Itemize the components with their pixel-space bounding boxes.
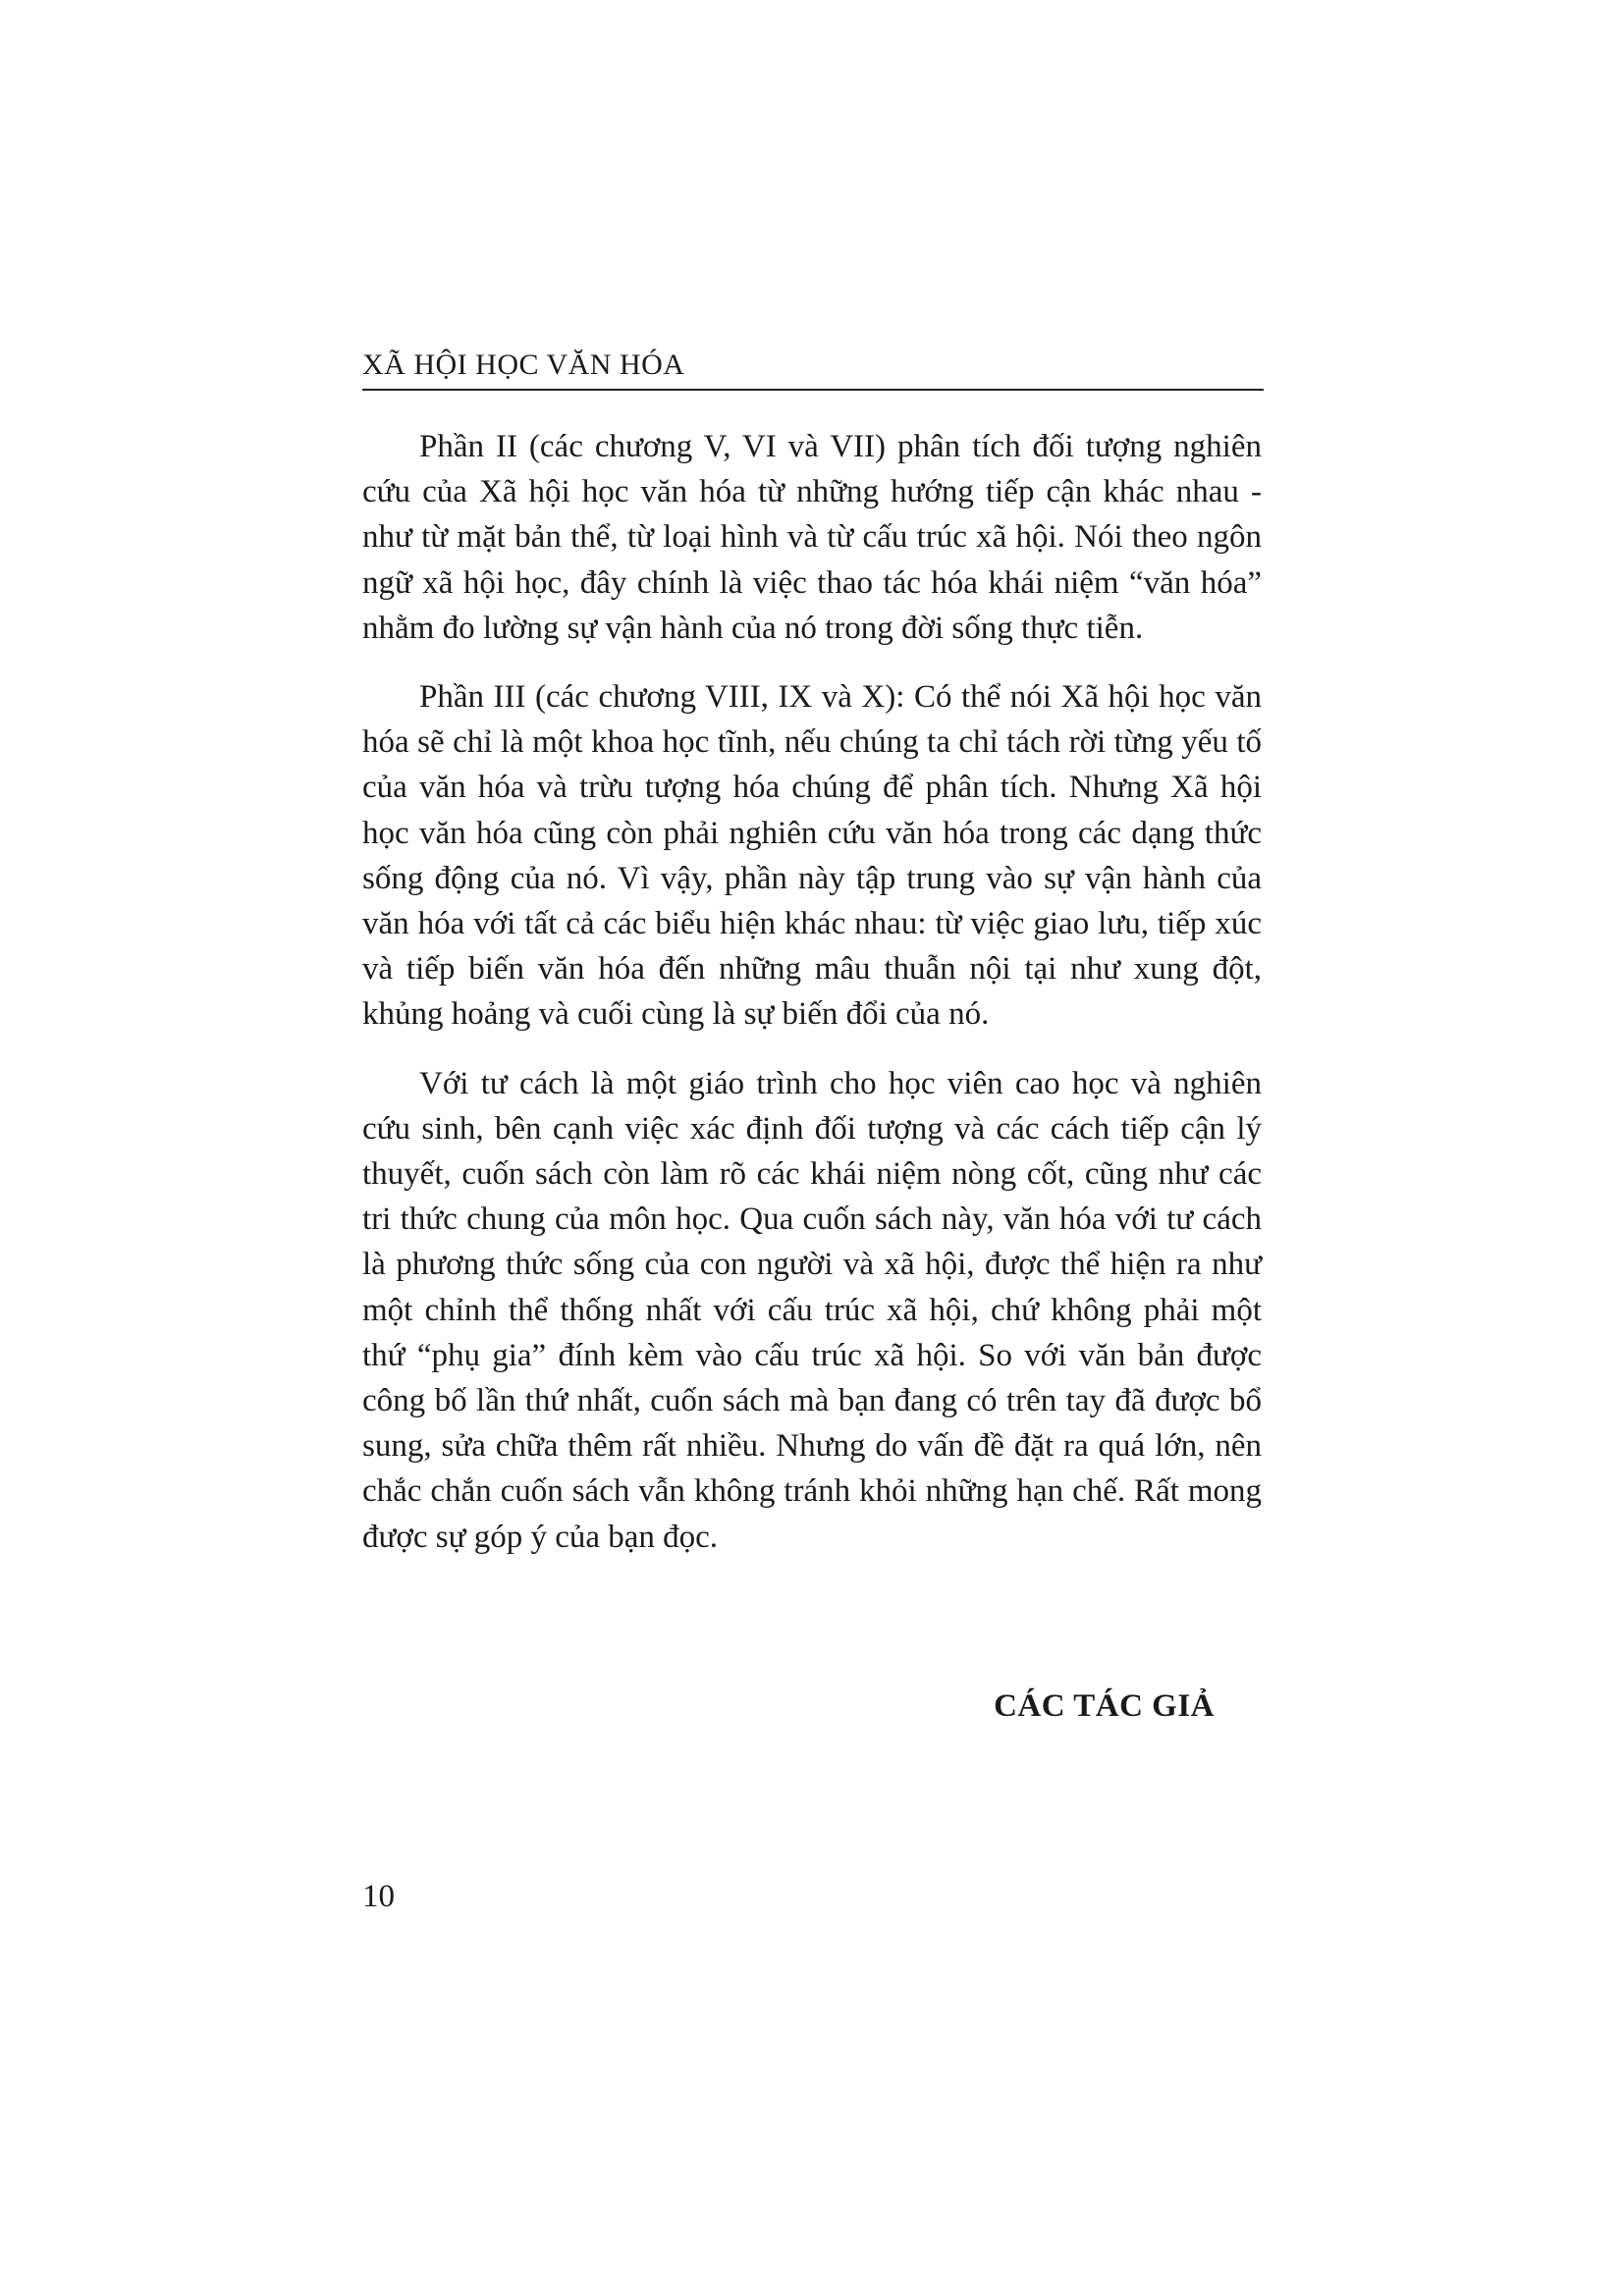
- paragraph-textbook-purpose: Với tư cách là một giáo trình cho học viên cao học và nghiên cứu sinh, bên cạnh việc xác định đối tượng và các cách tiếp cận lý thuyết, cuốn sách còn làm rõ các khái niệm nòng cốt, cũng như các tri thức chung của môn học. Qua cuốn sách này, văn hóa với tư cách là phương thức sống của con người và xã hội, được thể hiện ra như một chỉnh thể thống nhất với cấu trúc xã hội, chứ không phải một thứ “phụ gia” đính kèm vào cấu trúc xã hội. So với văn bản được công bố lần thứ nhất, cuốn sách mà bạn đang có trên tay đã được bổ sung, sửa chữa thêm rất nhiều. Nhưng do vấn đề đặt ra quá lớn, nên chắc chắn cuốn sách vẫn không tránh khỏi những hạn chế. Rất mong được sự góp ý của bạn đọc.: [362, 1065, 1262, 1555]
- authors-signature: CÁC TÁC GIẢ: [994, 1688, 1215, 1724]
- running-header-title: XÃ HỘI HỌC VĂN HÓA: [362, 348, 685, 381]
- body-text: [362, 424, 1262, 1583]
- paragraph-part-two: Phần II (các chương V, VI và VII) phân tích đối tượng nghiên cứu của Xã hội học văn hóa từ những hướng tiếp cận khác nhau - như từ mặt bản thể, từ loại hình và từ cấu trúc xã hội. Nói theo ngôn ngữ xã hội học, đây chính là việc thao tác hóa khái niệm “văn hóa” nhằm đo lường sự vận hành của nó trong đời sống thực tiễn.: [362, 429, 1262, 646]
- running-header: [362, 346, 1264, 391]
- page-number: 10: [362, 1879, 395, 1914]
- paragraph-part-three: Phần III (các chương VIII, IX và X): Có thể nói Xã hội học văn hóa sẽ chỉ là một khoa học tĩnh, nếu chúng ta chỉ tách rời từng yếu tố của văn hóa và trừu tượng hóa chúng để phân tích. Nhưng Xã hội học văn hóa cũng còn phải nghiên cứu văn hóa trong các dạng thức sống động của nó. Vì vậy, phần này tập trung vào sự vận hành của văn hóa với tất cả các biểu hiện khác nhau: từ việc giao lưu, tiếp xúc và tiếp biến văn hóa đến những mâu thuẫn nội tại như xung đột, khủng hoảng và cuối cùng là sự biến đổi của nó.: [362, 679, 1262, 1033]
